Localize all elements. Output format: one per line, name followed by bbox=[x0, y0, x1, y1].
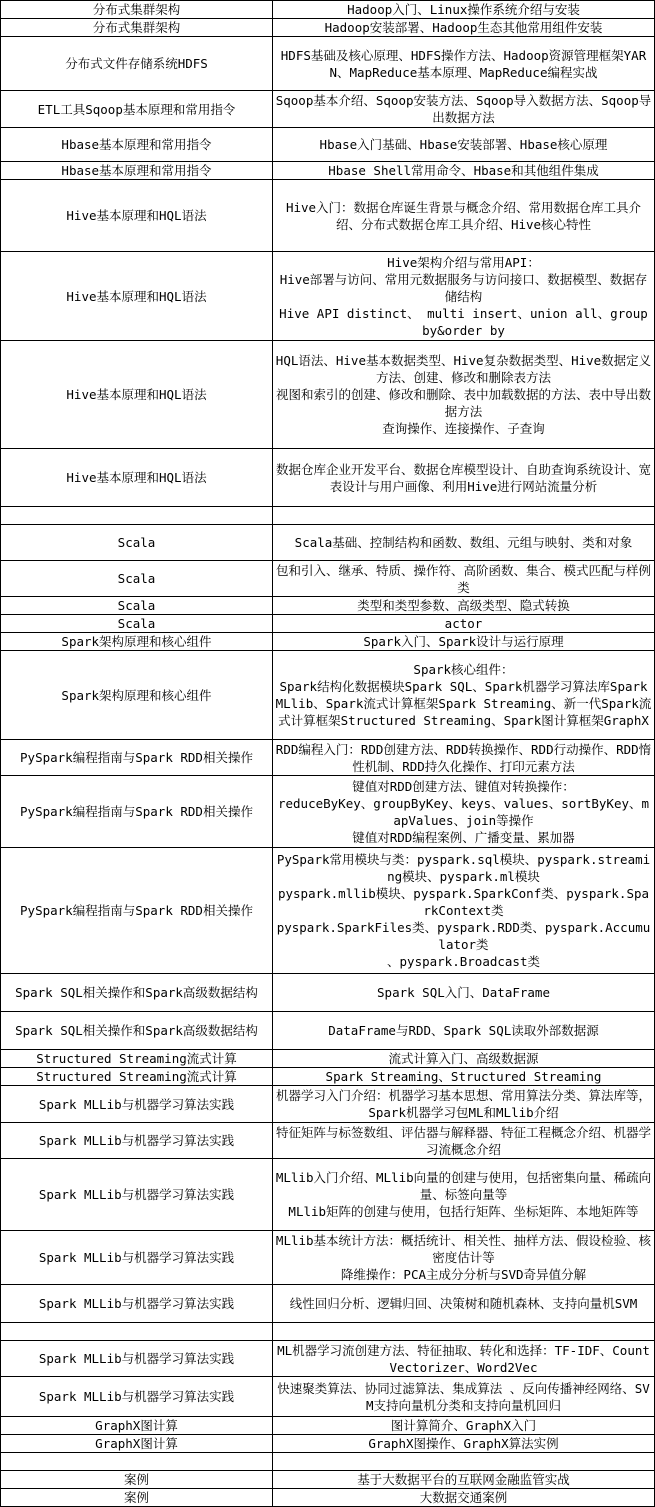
content-cell: Spark Streaming、Structured Streaming bbox=[273, 1068, 655, 1086]
topic-cell: Spark MLLib与机器学习算法实践 bbox=[1, 1086, 273, 1123]
content-cell: 特征矩阵与标签数组、评估器与解释器、特征工程概念介绍、机器学习流概念介绍 bbox=[273, 1123, 655, 1159]
table-row bbox=[1, 525, 655, 561]
topic-cell: Hive基本原理和HQL语法 bbox=[1, 180, 273, 252]
content-cell: PySpark常用模块与类：pyspark.sql模块、pyspark.streaming模块、pyspark.ml模块 pyspark.mllib模块、pyspark.SparkConf类、pyspark.SparkContext类 pyspark.SparkFiles类、pyspark.RDD类、pyspark.Accumulator类 、pyspark.Broadcast类 bbox=[273, 848, 655, 974]
table-row bbox=[1, 1068, 655, 1086]
topic-cell: Scala bbox=[1, 561, 273, 597]
table-row bbox=[1, 974, 655, 1012]
table-row bbox=[1, 1086, 655, 1123]
topic-cell bbox=[1, 1453, 273, 1471]
content-cell: 流式计算入门、高级数据源 bbox=[273, 1050, 655, 1068]
topic-cell: Spark MLLib与机器学习算法实践 bbox=[1, 1377, 273, 1417]
topic-cell: PySpark编程指南与Spark RDD相关操作 bbox=[1, 740, 273, 776]
content-cell: 基于大数据平台的互联网金融监管实战 bbox=[273, 1471, 655, 1489]
content-cell: 类型和类型参数、高级类型、隐式转换 bbox=[273, 597, 655, 615]
content-cell: 机器学习入门介绍：机器学习基本思想、常用算法分类、算法库等，Spark机器学习包ML和MLlib介绍 bbox=[273, 1086, 655, 1123]
topic-cell: Structured Streaming流式计算 bbox=[1, 1050, 273, 1068]
content-cell: MLlib入门介绍、MLlib向量的创建与使用，包括密集向量、稀疏向量、标签向量等 MLlib矩阵的创建与使用，包括行矩阵、坐标矩阵、本地矩阵等 bbox=[273, 1159, 655, 1231]
content-cell: MLlib基本统计方法：概括统计、相关性、抽样方法、假设检验、核密度估计等 降维操作：PCA主成分分析与SVD奇异值分解 bbox=[273, 1231, 655, 1285]
content-cell: Hive入门：数据仓库诞生背景与概念介绍、常用数据仓库工具介绍、分布式数据仓库工具介绍、Hive核心特性 bbox=[273, 180, 655, 252]
content-cell: Hbase入门基础、Hbase安装部署、Hbase核心原理 bbox=[273, 128, 655, 162]
table-row bbox=[1, 651, 655, 740]
topic-cell: Hbase基本原理和常用指令 bbox=[1, 162, 273, 180]
topic-cell: 分布式文件存储系统HDFS bbox=[1, 37, 273, 91]
topic-cell: PySpark编程指南与Spark RDD相关操作 bbox=[1, 776, 273, 848]
topic-cell: 案例 bbox=[1, 1471, 273, 1489]
content-cell: 大数据交通案例 bbox=[273, 1489, 655, 1507]
table-row bbox=[1, 1489, 655, 1507]
topic-cell: Hive基本原理和HQL语法 bbox=[1, 252, 273, 341]
table-row bbox=[1, 1435, 655, 1453]
table-row bbox=[1, 1012, 655, 1050]
topic-cell: Scala bbox=[1, 525, 273, 561]
topic-cell: Hive基本原理和HQL语法 bbox=[1, 341, 273, 449]
table-row bbox=[1, 162, 655, 180]
content-cell: ML机器学习流创建方法、特征抽取、转化和选择：TF-IDF、CountVectorizer、Word2Vec bbox=[273, 1341, 655, 1377]
table-row bbox=[1, 91, 655, 128]
content-cell: actor bbox=[273, 615, 655, 633]
content-cell: 快速聚类算法、协同过滤算法、集成算法 、反向传播神经网络、SVM支持向量机分类和支持向量机回归 bbox=[273, 1377, 655, 1417]
content-cell: Hadoop入门、Linux操作系统介绍与安装 bbox=[273, 1, 655, 19]
table-row bbox=[1, 633, 655, 651]
topic-cell: ETL工具Sqoop基本原理和常用指令 bbox=[1, 91, 273, 128]
topic-cell: PySpark编程指南与Spark RDD相关操作 bbox=[1, 848, 273, 974]
topic-cell: 分布式集群架构 bbox=[1, 19, 273, 37]
content-cell: Spark入门、Spark设计与运行原理 bbox=[273, 633, 655, 651]
table-row bbox=[1, 1417, 655, 1435]
content-cell: HQL语法、Hive基本数据类型、Hive复杂数据类型、Hive数据定义方法、创建、修改和删除表方法 视图和索引的创建、修改和删除、表中加载数据的方法、表中导出数据方法 查询操作、连接操作、子查询 bbox=[273, 341, 655, 449]
content-cell: 图计算简介、GraphX入门 bbox=[273, 1417, 655, 1435]
topic-cell: Spark MLLib与机器学习算法实践 bbox=[1, 1341, 273, 1377]
content-cell: Hadoop安装部署、Hadoop生态其他常用组件安装 bbox=[273, 19, 655, 37]
content-cell: Scala基础、控制结构和函数、数组、元组与映射、类和对象 bbox=[273, 525, 655, 561]
content-cell: 线性回归分析、逻辑归回、决策树和随机森林、支持向量机SVM bbox=[273, 1285, 655, 1323]
topic-cell: Spark架构原理和核心组件 bbox=[1, 651, 273, 740]
empty-row bbox=[1, 1453, 655, 1471]
table-row bbox=[1, 252, 655, 341]
content-cell bbox=[273, 1453, 655, 1471]
topic-cell: Spark SQL相关操作和Spark高级数据结构 bbox=[1, 1012, 273, 1050]
topic-cell: Spark MLLib与机器学习算法实践 bbox=[1, 1159, 273, 1231]
table-row bbox=[1, 848, 655, 974]
topic-cell: Scala bbox=[1, 615, 273, 633]
content-cell: HDFS基础及核心原理、HDFS操作方法、Hadoop资源管理框架YARN、MapReduce基本原理、MapReduce编程实战 bbox=[273, 37, 655, 91]
topic-cell: Spark MLLib与机器学习算法实践 bbox=[1, 1231, 273, 1285]
table-row bbox=[1, 19, 655, 37]
topic-cell: Spark架构原理和核心组件 bbox=[1, 633, 273, 651]
content-cell: DataFrame与RDD、Spark SQL读取外部数据源 bbox=[273, 1012, 655, 1050]
table-row bbox=[1, 776, 655, 848]
content-cell: Spark核心组件： Spark结构化数据模块Spark SQL、Spark机器学习算法库Spark MLlib、Spark流式计算框架Spark Streaming、新一代Spark流式计算框架Structured Streaming、Spark图计算框架GraphX bbox=[273, 651, 655, 740]
topic-cell bbox=[1, 1323, 273, 1341]
content-cell: Hive架构介绍与常用API： Hive部署与访问、常用元数据服务与访问接口、数据模型、数据存储结构 Hive API distinct、 multi insert、union all、group by&order by bbox=[273, 252, 655, 341]
topic-cell bbox=[1, 507, 273, 525]
topic-cell: Hive基本原理和HQL语法 bbox=[1, 449, 273, 507]
content-cell: 键值对RDD创建方法、键值对转换操作： reduceByKey、groupByKey、keys、values、sortByKey、mapValues、join等操作 键值对RDD编程案例、广播变量、累加器 bbox=[273, 776, 655, 848]
topic-cell: Spark SQL相关操作和Spark高级数据结构 bbox=[1, 974, 273, 1012]
table-row bbox=[1, 740, 655, 776]
table-row bbox=[1, 1471, 655, 1489]
topic-cell: Hbase基本原理和常用指令 bbox=[1, 128, 273, 162]
topic-cell: Spark MLLib与机器学习算法实践 bbox=[1, 1123, 273, 1159]
table-row bbox=[1, 1377, 655, 1417]
topic-cell: GraphX图计算 bbox=[1, 1417, 273, 1435]
topic-cell: GraphX图计算 bbox=[1, 1435, 273, 1453]
content-cell: Hbase Shell常用命令、Hbase和其他组件集成 bbox=[273, 162, 655, 180]
content-cell bbox=[273, 1323, 655, 1341]
table-row bbox=[1, 128, 655, 162]
content-cell: Sqoop基本介绍、Sqoop安装方法、Sqoop导入数据方法、Sqoop导出数据方法 bbox=[273, 91, 655, 128]
table-row bbox=[1, 1123, 655, 1159]
content-cell: GraphX图操作、GraphX算法实例 bbox=[273, 1435, 655, 1453]
content-cell: 数据仓库企业开发平台、数据仓库模型设计、自助查询系统设计、宽表设计与用户画像、利用Hive进行网站流量分析 bbox=[273, 449, 655, 507]
table-row bbox=[1, 561, 655, 597]
table-row bbox=[1, 1, 655, 19]
table-row bbox=[1, 449, 655, 507]
table-row bbox=[1, 1231, 655, 1285]
empty-row bbox=[1, 1323, 655, 1341]
table-row bbox=[1, 1285, 655, 1323]
content-cell bbox=[273, 507, 655, 525]
table-row bbox=[1, 615, 655, 633]
topic-cell: Spark MLLib与机器学习算法实践 bbox=[1, 1285, 273, 1323]
topic-cell: Scala bbox=[1, 597, 273, 615]
empty-row bbox=[1, 507, 655, 525]
topic-cell: 案例 bbox=[1, 1489, 273, 1507]
table-row bbox=[1, 180, 655, 252]
content-cell: 包和引入、继承、特质、操作符、高阶函数、集合、模式匹配与样例类 bbox=[273, 561, 655, 597]
content-cell: Spark SQL入门、DataFrame bbox=[273, 974, 655, 1012]
table-row bbox=[1, 341, 655, 449]
table-row bbox=[1, 1050, 655, 1068]
table-row bbox=[1, 597, 655, 615]
curriculum-table-body bbox=[1, 1, 655, 1507]
table-row bbox=[1, 37, 655, 91]
topic-cell: Structured Streaming流式计算 bbox=[1, 1068, 273, 1086]
content-cell: RDD编程入门：RDD创建方法、RDD转换操作、RDD行动操作、RDD惰性机制、RDD持久化操作、打印元素方法 bbox=[273, 740, 655, 776]
table-row bbox=[1, 1341, 655, 1377]
topic-cell: 分布式集群架构 bbox=[1, 1, 273, 19]
table-row bbox=[1, 1159, 655, 1231]
